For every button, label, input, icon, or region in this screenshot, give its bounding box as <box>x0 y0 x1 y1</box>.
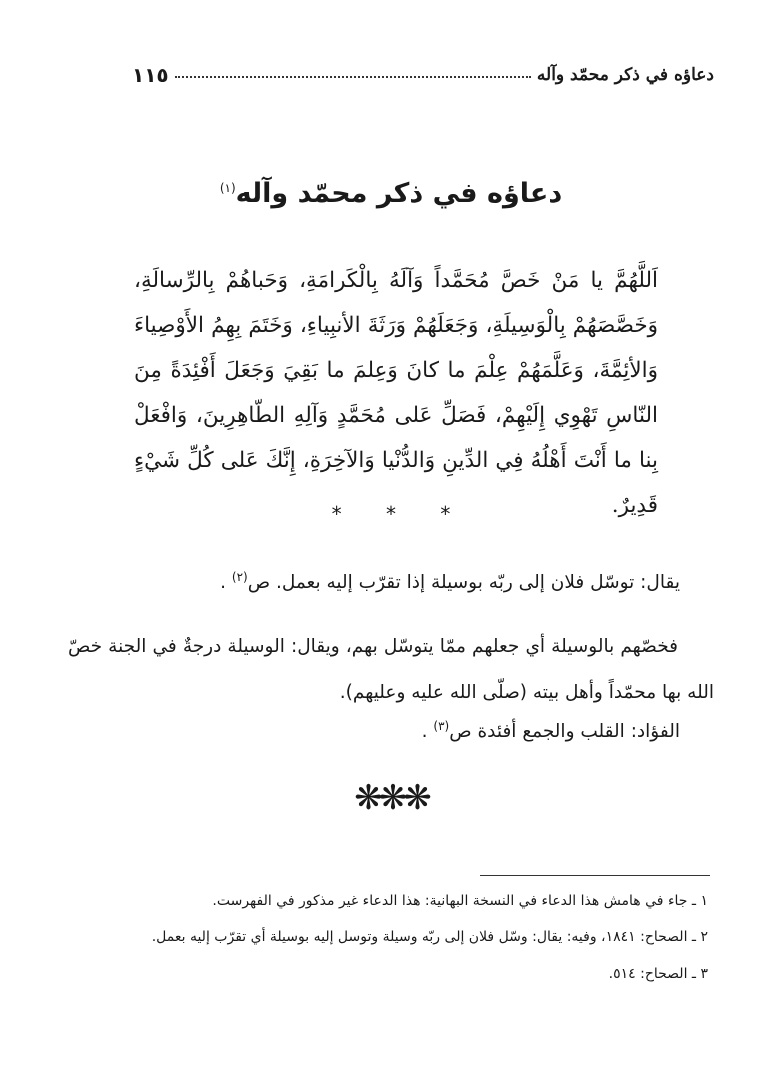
leader-dots <box>175 64 531 78</box>
supplication-text: اَللَّهُمَّ يا مَنْ خَصَّ مُحَمَّداً وَآلَهُ بِالْكَرامَةِ، وَحَباهُمْ بِالرِّسالَةِ، وَخَصَّصَهُمْ بِالْوَسِيلَةِ، وَجَعَلَهُمْ وَرَثَةَ الأنبِياءِ، وَخَتَمَ بِهِمُ الأَوْصِياءَ وَالأئِمَّةَ، وَعَلَّمَهُمْ عِلْمَ ما كانَ وَعِلمَ ما بَقِيَ وَجَعَلَ أَفْئِدَةً مِنَ النّاسِ تَهْوِي إِلَيْهِمْ، فَصَلِّ عَلى مُحَمَّدٍ وَآلِهِ الطّاهِرِينَ، وَافْعَلْ بِنا ما أَنْتَ أَهْلُهُ فِي الدِّينِ وَالدُّنْيا وَالآخِرَةِ، إِنَّكَ عَلى كُلِّ شَيْءٍ قَدِيرٌ. <box>134 268 658 518</box>
explanatory-note-1 <box>220 570 680 593</box>
running-header <box>132 60 714 90</box>
chapter-title <box>0 178 782 209</box>
ornament-icon: ❋❋❋ <box>354 778 428 818</box>
chapter-footnote-ref: (١) <box>219 181 236 195</box>
note3-text: الفؤاد: القلب والجمع أفئدة ص <box>449 721 680 743</box>
note1-footnote-ref: (٢) <box>231 570 248 584</box>
footnote-divider <box>480 875 710 876</box>
note1-text: يقال: توسّل فلان إلى ربّه بوسيلة إذا تقرّب إليه بعمل. ص <box>247 572 680 594</box>
footnote-2: ٢ ـ الصحاح: ١٨٤١، وفيه: يقال: وسّل فلان إلى ربّه وسيلة وتوسل إليه بوسيلة أي تقرّب إليه بعمل. <box>151 929 708 945</box>
page-number: ١١٥ <box>132 63 169 87</box>
running-header-title: دعاؤه في ذكر محمّد وآله <box>536 65 714 85</box>
note3-footnote-ref: (٣) <box>433 719 450 733</box>
section-separator: * * * <box>331 502 451 526</box>
explanatory-note-3 <box>422 719 680 742</box>
chapter-title-text: دعاؤه في ذكر محمّد وآله <box>235 178 563 209</box>
note1-end: . <box>220 572 226 594</box>
footnote-3: ٣ ـ الصحاح: ٥١٤. <box>608 966 708 982</box>
explanatory-note-2: فخصّهم بالوسيلة أي جعلهم ممّا يتوسّل بهم، ويقال: الوسيلة درجةٌ في الجنة خصّ الله بها محمّداً وأهل بيته (صلّى الله عليه وعليهم). <box>68 636 714 703</box>
note3-end: . <box>421 721 428 743</box>
footnote-1: ١ ـ جاء في هامش هذا الدعاء في النسخة البهانية: هذا الدعاء غير مذكور في الفهرست. <box>212 893 708 909</box>
